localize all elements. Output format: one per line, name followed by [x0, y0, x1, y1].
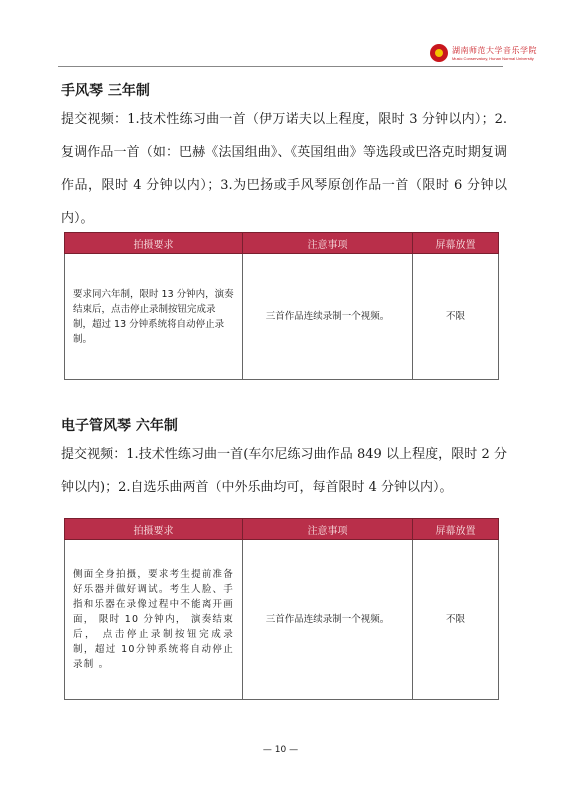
- cell-shooting-requirements: 要求同六年制，限时 13 分钟内，演奏结束后，点击停止录制按钮完成录制，超过 13 分钟系统将自动停止录制。: [65, 254, 243, 380]
- cell-screen-placement: 不限: [413, 254, 499, 380]
- section-title-electone: 电子管风琴 六年制: [61, 418, 178, 434]
- logo-english-name: Music Conservatory, Hunan Normal University: [452, 55, 534, 61]
- header-notes: 注意事项: [243, 233, 413, 254]
- requirements-table-accordion: [64, 232, 499, 380]
- logo-chinese-name: 湖南师范大学音乐学院: [452, 45, 537, 55]
- cell-screen-placement: 不限: [413, 540, 499, 700]
- header-screen-placement: 屏幕放置: [413, 519, 499, 540]
- logo-text: [452, 46, 537, 61]
- cell-notes: 三首作品连续录制一个视频。: [243, 540, 413, 700]
- table-row: [65, 254, 499, 380]
- cell-notes: 三首作品连续录制一个视频。: [243, 254, 413, 380]
- table-row: [65, 540, 499, 700]
- table-header-row: [65, 233, 499, 254]
- section-paragraph-accordion: 提交视频：1.技术性练习曲一首（伊万诺夫以上程度，限时 3 分钟以内）；2.复调作品一首（如：巴赫《法国组曲》、《英国组曲》等选段或巴洛克时期复调作品，限时 4 分钟以内）；3.为巴扬或手风琴原创作品一首（限时 6 分钟以内）。: [61, 112, 507, 226]
- school-emblem-icon: [430, 44, 448, 62]
- table-header-row: [65, 519, 499, 540]
- header-shooting-requirements: 拍摄要求: [65, 233, 243, 254]
- section-paragraph-electone: 提交视频：1.技术性练习曲一首(车尔尼练习曲作品 849 以上程度，限时 2 分钟以内)；2.自选乐曲两首（中外乐曲均可，每首限时 4 分钟以内）。: [61, 447, 507, 495]
- header-divider: [58, 66, 503, 67]
- header-screen-placement: 屏幕放置: [413, 233, 499, 254]
- section-title-accordion: 手风琴 三年制: [61, 83, 150, 99]
- header-shooting-requirements: 拍摄要求: [65, 519, 243, 540]
- header-logo: [430, 44, 537, 62]
- requirements-table-electone: [64, 518, 499, 700]
- page-number: — 10 —: [262, 745, 299, 755]
- header-notes: 注意事项: [243, 519, 413, 540]
- cell-shooting-requirements: 侧面全身拍摄，要求考生提前准备好乐器并做好调试。考生人脸、手指和乐器在录像过程中不能离开画面， 限时 10 分钟内， 演奏结束后， 点击停止录制按钮完成录制，超过 10分钟系统将自动停止录制 。: [65, 540, 243, 700]
